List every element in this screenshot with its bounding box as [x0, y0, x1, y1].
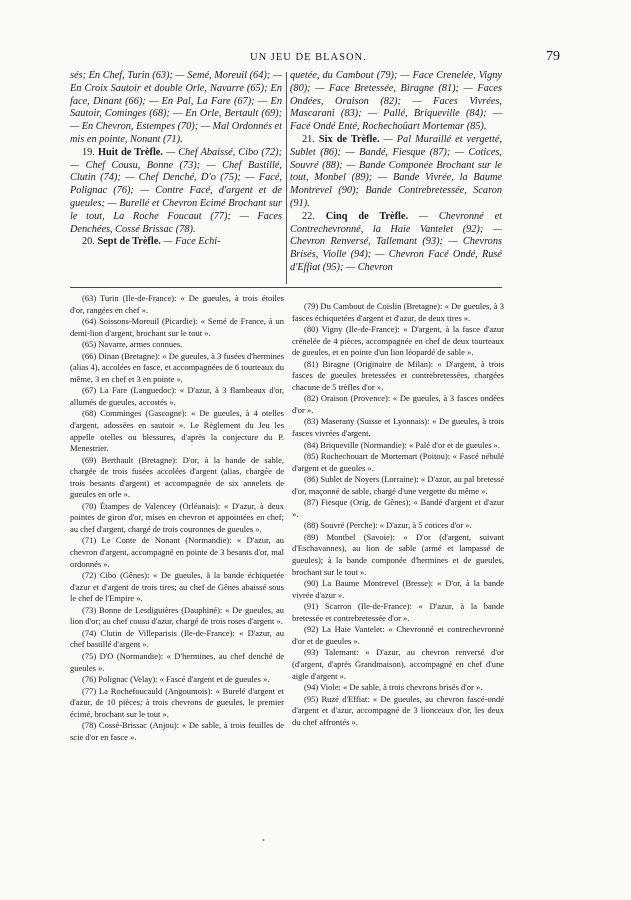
footnote: (64) Soissons-Moreuil (Picardie): « Semé de France, à un demi-lion d'argent, brochant sur le tout ». — [70, 316, 284, 338]
footnotes-left-column — [70, 290, 284, 743]
footnote: (90) La Baume Montrevel (Bresse): « D'or, à la bande vivrée d'azur ». — [292, 578, 504, 600]
section-heading: Six de Trèfle. — [318, 133, 380, 145]
page-number: 79 — [546, 49, 560, 64]
continued-paragraph: quetée, du Cambout (79); — Face Crenelée, Vigny (80); — Face Bretessée, Biragne (81); — Faces Ondées, Oraison (82); — Faces Vivrées, Mascarani (83); — Pallé, Briqueville (84); — Facé Ondé Enté, Rochechoüart Mortemar (85). — [290, 70, 502, 133]
section-number: 19. — [82, 146, 95, 158]
footnotes-right-column — [292, 290, 504, 728]
main-text-right-column — [290, 70, 502, 275]
footnote: (84) Briqueville (Normandie): « Palé d'or et de gueules ». — [304, 439, 501, 450]
running-title: UN JEU DE BLASON. — [250, 52, 367, 63]
footnote: (65) Navarre, armes connues. — [82, 339, 183, 350]
section-number: 21. — [302, 133, 315, 145]
footnote: (71) Le Conte de Nonant (Normandie): « D'azur, au chevron d'argent, accompagné en pointe de 3 besants d'or, mal ordonnés ». — [70, 535, 284, 569]
section-20 — [70, 236, 282, 249]
section-text: — Pal Muraillé et vergetté, Sublet (86); — Bandé, Fiesque (87); — Cotices, Souvré (88); — Bande Componée Brochant sur le tout, Monbel (89); — Bande Vivrée, la Baume Montrevel (90); Bande Contrebretessée, Scaron (91). — [290, 133, 502, 209]
footnote: (79) Du Cambout de Coislin (Bretagne): « De gueules, à 3 fasces échiquetées d'argent et d'azur, de deux tires ». — [292, 301, 504, 323]
section-text: — Face Echi- — [160, 236, 221, 248]
footnote: (70) Étampes de Valencey (Orléanais): « D'azur, à deux pointes de giron d'or, mises en chevron et appointées en chef; au chef d'argent, chargé de trois couronnes de gueules ». — [70, 500, 284, 534]
section-21 — [290, 134, 502, 211]
footnote: (83) Maserany (Suisse et Lyonnais): « De gueules, à trois fasces vivrées d'argent. — [292, 416, 504, 439]
footnote: (76) Polignac (Velay): « Fascé d'argent et de gueules ». — [82, 674, 270, 685]
footnote: (87) Fiesque (Orig. de Gênes): « Bandé d'argent et d'azur ». — [292, 497, 504, 519]
footnote: (93) Talemant: « D'azur, au chevron renversé d'or (d'argent, d'après Grandmaison), accompagné en chef d'une aigle d'argent ». — [292, 647, 504, 681]
footnote: (73) Bonne de Lesdiguières (Dauphiné): « De gueules, au lion d'or; au chef cousu d'azur, chargé de trois roses d'argent ». — [70, 604, 284, 627]
main-text-left-column — [70, 70, 282, 249]
footnote: (85) Rochechouart de Mortemart (Poitou): « Fascé nébulé d'argent et de gueules ». — [292, 451, 504, 473]
footnote: (77) La Rochefoucauld (Angoumois): « Burelé d'argent et d'azur, de 10 pièces; à trois chevrons de gueules, le premier écimé, brochant sur le tout ». — [70, 685, 284, 719]
footnote: (88) Souvré (Perche): « D'azur, à 5 cotices d'or ». — [304, 520, 472, 531]
printer-mark: • — [262, 836, 265, 845]
section-heading: Cinq de Trèfle. — [325, 210, 409, 222]
footnote: (82) Oraison (Provence): « De gueules, à 3 fasces ondées d'or ». — [292, 393, 504, 415]
footnote: (74) Clutin de Villeparisis (Ile-de-France): « D'azur, au chef bastillé d'argent ». — [70, 627, 284, 650]
section-text: — Chevronné et Contrechevronné, la Haie Vantelet (92); — Chevron Renversé, Tallemant (93); — Chevrons Brisés, Violle (94); — Chevron Facé Ondé, Rusé d'Effiat (95); — Chevron — [290, 210, 502, 273]
section-heading: Sept de Trèfle. — [97, 236, 161, 248]
footnote: (89) Montbel (Savoie): « D'or (d'argent, suivant d'Eschavannes), au lion de sable (armé et lampassé de gueules); à la bande componée d'hermines et de gueules, brochant sur le tout ». — [292, 531, 504, 577]
footnote: (94) Viole: « De sable, à trois chevrons brisés d'or ». — [304, 682, 483, 693]
section-22 — [290, 211, 502, 275]
footnote: (68) Comminges (Gascogne): « De gueules, à 4 otelles d'argent, adossées en sautoir ». Le Règlement du Jeu les appelle otelles ou blessures, d'après la conjecture du P. Menestrier. — [70, 408, 284, 454]
footnote: (86) Sublet de Noyers (Lorraine): « D'azur, au pal bretessé d'or, maçonné de sable, chargé d'une vergette du même ». — [292, 474, 504, 496]
footnote: (72) Cibo (Gênes): « De gueules, à la bande échiquetée d'azur et d'argent de trois tires; au chef de Gênes abaissé sous le chef de l'Empire ». — [70, 570, 284, 604]
footnote: (67) La Fare (Languedoc): « D'azur, à 3 flambeaux d'or, allumés de gueules, accostés ». — [70, 385, 284, 407]
footnote: (66) Dinan (Bretagne): « De gueules, à 3 fusées d'hermines (alias 4), accolées en fasce, et accompagnées de 6 tourteaux du même, 3 en chef et 3 en pointe ». — [70, 350, 284, 384]
footnote: (69) Berthault (Bretagne): D'or, à la bande de sable, chargée de trois fusées accolées d'argent (alias, chargée de trois besants d'argent) et accompagnée de six annelets de gueules en orle ». — [70, 454, 284, 500]
section-heading: Huit de Trèfle. — [97, 146, 163, 158]
section-19 — [70, 147, 282, 237]
footnote: (91) Scarron (Ile-de-France): « D'azur, à la bande bretessée et contrebretessée d'or ». — [292, 601, 504, 623]
continued-paragraph: sés; En Chef, Turin (63); — Semé, Moreuil (64); — En Croix Sautoir et double Orle, Navarre (65); En face, Dinant (66); — En Pal, La Fare (67); — En Sautoir, Cominges (68); — En Orle, Bertault (69); — En Chevron, Estempes (70); — Mal Ordonnés et mis en pointe, Nonant (71). — [70, 70, 282, 145]
footnote: (78) Cossé-Brissac (Anjou): « De sable, à trois feuilles de scie d'or en fasce ». — [70, 720, 284, 742]
section-number: 22. — [302, 210, 315, 222]
footnote: (95) Ruzé d'Effiat: « De gueules, au chevron fascé-ondé d'argent et d'azur, accompagné de 3 lionceaux d'or, les deux du chef affrontés ». — [292, 693, 504, 727]
footnote-separator-rule — [70, 287, 502, 288]
page-header — [70, 49, 560, 68]
footnote: (75) D'O (Normandie): « D'hermines, au chef denché de gueules ». — [70, 650, 284, 673]
column-divider — [286, 72, 287, 284]
section-number: 20. — [82, 236, 95, 248]
footnote: (63) Turin (Ile-de-France): « De gueules, à trois étoiles d'or, rangées en chef ». — [70, 293, 284, 315]
footnote: (81) Biragne (Originaire de Milan): « D'argent, à trois fasces de gueules bretessées et contrebretessées, chargées chacune de 5 trèfles d'or ». — [292, 358, 504, 392]
footnote: (80) Vigny (Ile-de-France): « D'argent, à la fasce d'azur crénelée de 4 pièces, accompagnée en chef de deux tourteaux de gueules, et en pointe d'un lion léopardé de sable ». — [292, 324, 504, 358]
section-text: — Chef Abaissé, Cibo (72); — Chef Cousu, Bonne (73); — Chef Bastillé, Clutin (74); — Chef Denché, D'o (75); — Facé, Polignac (76); — Contre Facé, d'argent et de gueules; — Burellé et Chevron Ecimé Brochant sur le tout, La Roche Foucaut (77); — Faces Denchées, Cossé Brissac (78). — [70, 146, 282, 235]
footnote: (92) La Haie Vantelet: « Chevronné et contrechevronné d'or et de gueules ». — [292, 624, 504, 646]
